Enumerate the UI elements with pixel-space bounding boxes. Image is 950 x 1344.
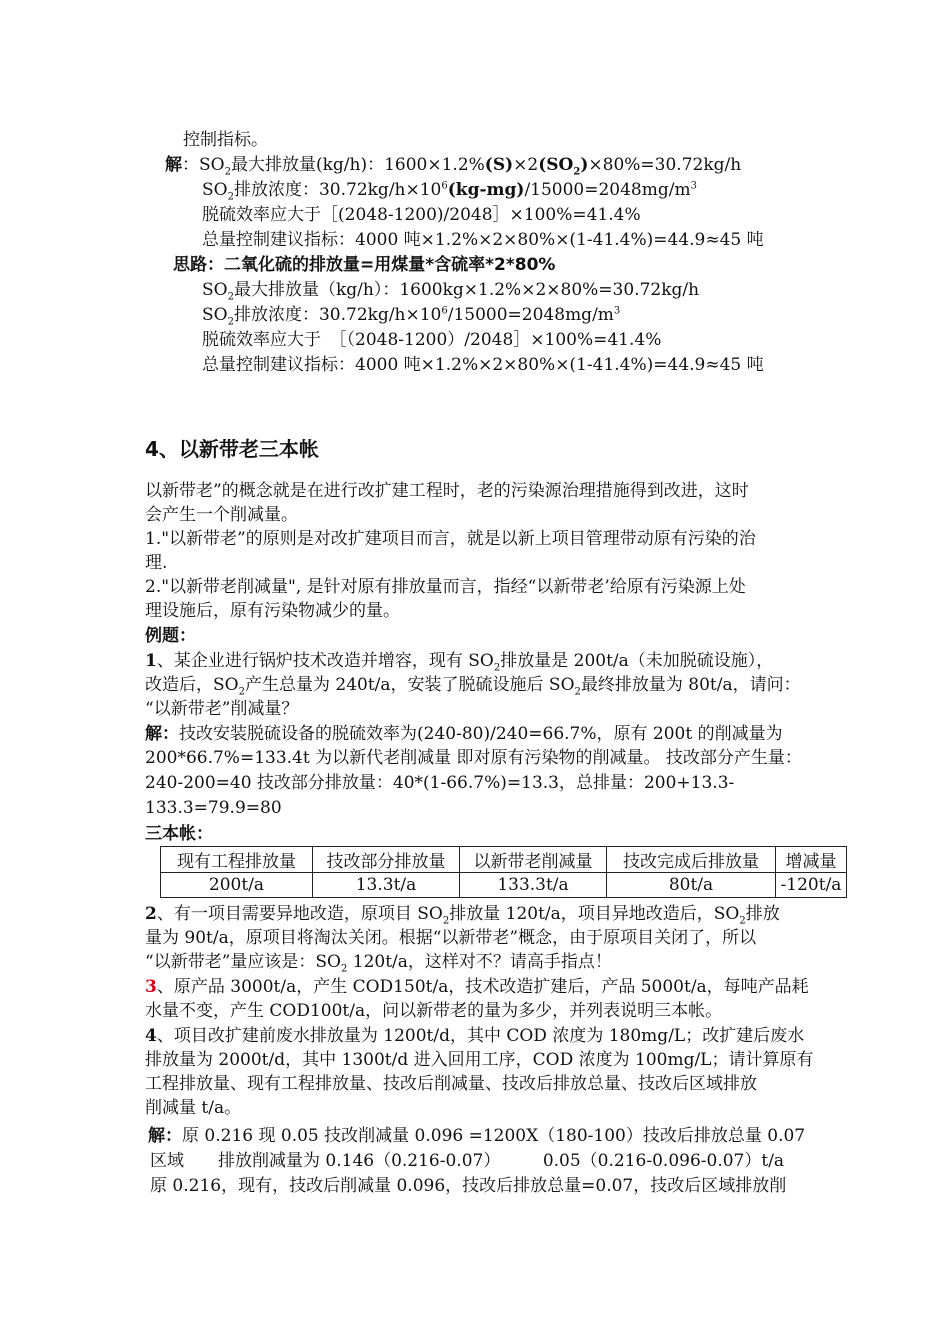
idea-heading: 思路：二氧化硫的排放量=用煤量*含硫率*2*80% xyxy=(173,255,556,275)
table-header-cell: 现有工程排放量 xyxy=(161,847,313,873)
question-4: 4、项目改扩建前废水排放量为 1200t/d，其中 COD 浓度为 180mg/L；改扩建后废水 xyxy=(145,1026,805,1046)
question-4: 排放量为 2000t/d，其中 1300t/d 进入回用工序，COD 浓度为 100mg/L；请计算原有 xyxy=(145,1050,814,1070)
question-1: 1、某企业进行锅炉技术改造并增容，现有 $SO_2$排放量是 200t/a（未加脱硫设施）， xyxy=(145,651,774,674)
question-4: 削减量 t/a。 xyxy=(145,1098,242,1118)
table-cell: 13.3t/a xyxy=(313,873,460,898)
section-title: 4、以新带老三本帐 xyxy=(145,437,319,461)
question-4: 工程排放量、现有工程排放量、技改后削减量、技改后排放总量、技改后区域排放 xyxy=(145,1074,757,1094)
table-cell: 200t/a xyxy=(161,873,313,898)
question-2: “以新带老”量应该是：$SO_2$ 120t/a，这样对不？请高手指点！ xyxy=(145,952,612,975)
answer-1: 133.3=79.9=80 xyxy=(145,798,282,818)
paragraph-line: 2."以新带老削减量", 是针对原有排放量而言，指经“以新带老’给原有污染源上处 xyxy=(145,577,746,597)
table-header-cell: 技改部分排放量 xyxy=(313,847,460,873)
text-line: 控制指标。 xyxy=(183,130,268,150)
idea-line: 脱硫效率应大于 ［（2048-1200）/2048］×100%=41.4% xyxy=(202,330,662,350)
paragraph-line: 理设施后，原有污染物减少的量。 xyxy=(145,601,400,621)
table-header-cell: 技改完成后排放量 xyxy=(607,847,776,873)
answer-1: 解：技改安装脱硫设备的脱硫效率为(240-80)/240=66.7%，原有 200t 的削减量为 xyxy=(145,724,783,744)
answer-1: 240-200=40 技改部分排放量：40*(1-66.7%)=13.3，总排量：200+13.3- xyxy=(145,773,735,793)
table-header-cell: 以新带老削减量 xyxy=(460,847,607,873)
question-3: 3、原产品 3000t/a，产生 COD150t/a，技术改造扩建后，产品 5000t/a，每吨产品耗 xyxy=(145,977,809,997)
solution-line: $SO_2$排放浓度：$30.72kg/h\times 10^6(kg-mg)/15000=2048mg/m^3$ xyxy=(202,180,697,203)
answer-4: 区域 排放削减量为 0.146（0.216-0.07） 0.05（0.216-0.096-0.07）t/a xyxy=(150,1151,785,1171)
paragraph-line: 理. xyxy=(145,553,168,573)
table-cell: 133.3t/a xyxy=(460,873,607,898)
table-header-row xyxy=(161,847,847,873)
idea-line: $SO_2$排放浓度：$30.72kg/h\times 10^6/15000=2048mg/m^3$ xyxy=(202,305,621,328)
answer-4: 解：原 0.216 现 0.05 技改削减量 0.096 =1200X（180-100）技改后排放总量 0.07 xyxy=(148,1126,806,1146)
solution-label: 解 xyxy=(165,155,182,175)
question-3: 水量不变，产生 COD100t/a，问以新带老的量为多少，并列表说明三本帐。 xyxy=(145,1001,723,1021)
solution-line: 脱硫效率应大于［(2048-1200)/2048］×100%=41.4% xyxy=(202,205,641,225)
idea-line: $SO_2$最大排放量（kg/h）：1600kg×1.2%×2×80%=30.72kg/h xyxy=(202,280,700,303)
answer-1: 200*66.7%=133.4t 为以新代老削减量 即对原有污染物的削减量。 技改部分产生量： xyxy=(145,748,802,768)
paragraph-line: 以新带老”的概念就是在进行改扩建工程时，老的污染源治理措施得到改进，这时 xyxy=(145,481,749,501)
answer-4: 原 0.216，现有，技改后削减量 0.096，技改后排放总量=0.07，技改后区域排放削 xyxy=(150,1176,787,1196)
question-1: 改造后，$SO_2$产生总量为 240t/a，安装了脱硫设施后 $SO_2$最终排放量为 80t/a，请问： xyxy=(145,675,801,698)
table-cell: -120t/a xyxy=(776,873,847,898)
table-cell: 80t/a xyxy=(607,873,776,898)
paragraph-line: 1."以新带老”的原则是对改扩建项目而言，就是以新上项目管理带动原有污染的治 xyxy=(145,529,756,549)
example-label: 例题： xyxy=(145,626,196,646)
paragraph-line: 会产生一个削减量。 xyxy=(145,505,298,525)
table-row xyxy=(161,873,847,898)
question-2: 量为 90t/a，原项目将淘汰关闭。根据“以新带老”概念，由于原项目关闭了，所以 xyxy=(145,928,757,948)
question-2: 2、有一项目需要异地改造，原项目 $SO_2$排放量 120t/a，项目异地改造后，$SO_2$排放 xyxy=(145,904,780,927)
three-ledger-table xyxy=(160,846,847,898)
idea-line: 总量控制建议指标：4000 吨×1.2%×2×80%×(1-41.4%)=44.9≈45 吨 xyxy=(202,355,764,375)
solution-line: 总量控制建议指标：4000 吨×1.2%×2×80%×(1-41.4%)=44.9≈45 吨 xyxy=(202,230,764,250)
table-header-cell: 增减量 xyxy=(776,847,847,873)
three-ledger-label: 三本帐： xyxy=(145,824,213,844)
solution-line: 解：$SO_2$最大排放量(kg/h)：$1600\times 1.2\%(S)\times 2(SO_2)\times 80\%=30.72kg/h$ xyxy=(165,155,742,178)
question-1: “以新带老”削减量？ xyxy=(145,699,299,719)
